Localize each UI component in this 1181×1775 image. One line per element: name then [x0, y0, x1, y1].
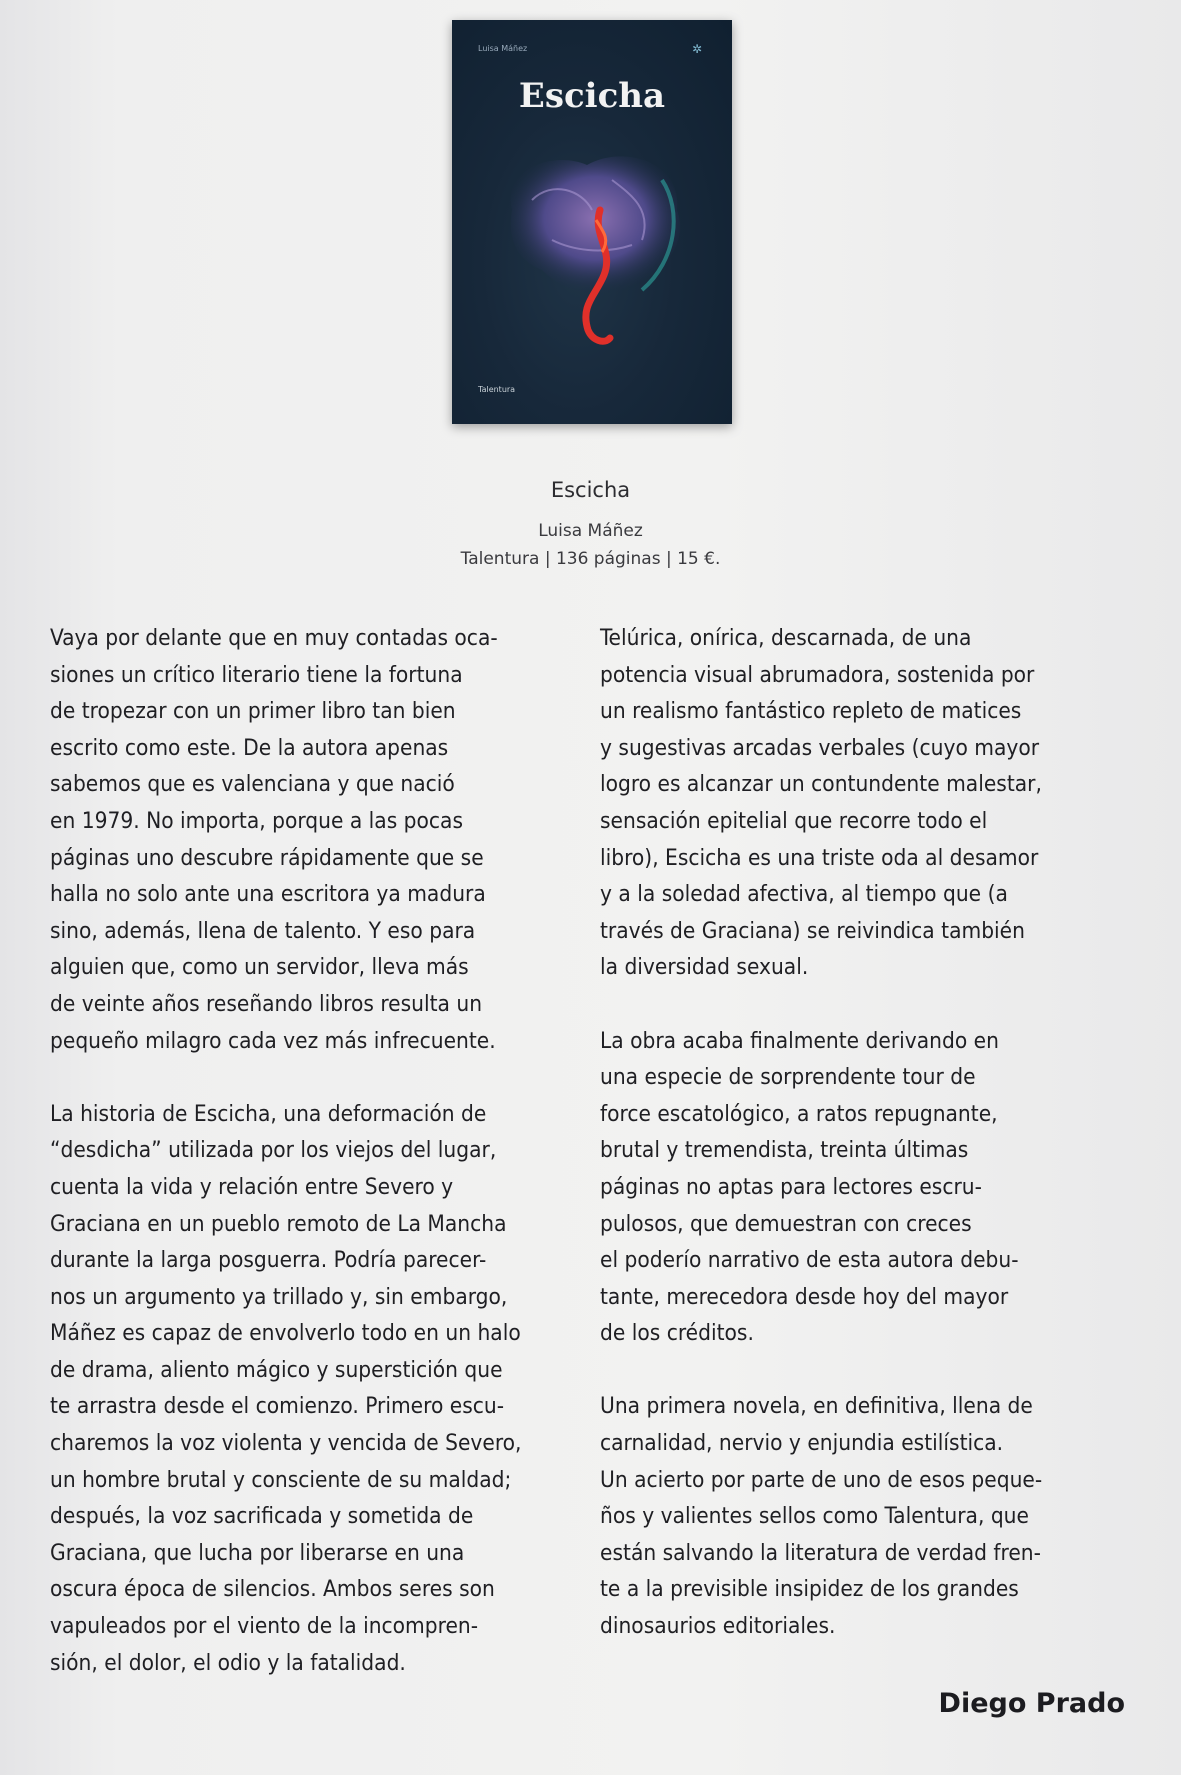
text-line: la diversidad sexual.: [600, 954, 809, 981]
text-line: siones un crítico literario tiene la fortuna: [50, 661, 463, 688]
text-line: libro), Escicha es una triste oda al desamor: [600, 844, 1039, 871]
text-line: sino, además, llena de talento. Y eso para: [50, 917, 476, 944]
text-line: “desdicha” utilizada por los viejos del lugar,: [50, 1137, 497, 1164]
review-paragraph: [50, 620, 570, 1059]
review-signature: Diego Prado: [938, 1688, 1125, 1719]
text-line: oscura época de silencios. Ambos seres son: [50, 1576, 495, 1603]
text-line: charemos la voz violenta y vencida de Severo,: [50, 1430, 522, 1457]
text-line: potencia visual abrumadora, sostenida por: [600, 661, 1035, 688]
text-line: un hombre brutal y consciente de su maldad;: [50, 1466, 512, 1493]
text-line: Máñez es capaz de envolverlo todo en un halo: [50, 1320, 521, 1347]
publisher-logo-icon: ✲: [692, 42, 703, 56]
text-line: en 1979. No importa, porque a las pocas: [50, 807, 463, 834]
cover-publisher: Talentura: [478, 385, 516, 394]
text-line: y a la soledad afectiva, al tiempo que (a: [600, 881, 1008, 908]
text-line: brutal y tremendista, treinta últimas: [600, 1137, 969, 1164]
text-line: carnalidad, nervio y enjundia estilística.: [600, 1430, 1004, 1457]
text-line: páginas no aptas para lectores escru-: [600, 1173, 982, 1200]
cover-illustration: [492, 140, 702, 360]
text-line: te arrastra desde el comienzo. Primero escu-: [50, 1393, 505, 1420]
text-line: dinosaurios editoriales.: [600, 1613, 836, 1640]
text-line: pulosos, que demuestran con creces: [600, 1210, 972, 1237]
text-line: páginas uno descubre rápidamente que se: [50, 844, 484, 871]
text-line: través de Graciana) se reivindica también: [600, 917, 1025, 944]
text-line: ños y valientes sellos como Talentura, que: [600, 1503, 1029, 1530]
text-line: un realismo fantástico repleto de matices: [600, 698, 1022, 725]
text-line: Graciana en un pueblo remoto de La Mancha: [50, 1210, 507, 1237]
review-paragraph: [600, 620, 1130, 986]
text-line: el poderío narrativo de esta autora debu-: [600, 1247, 1019, 1274]
text-line: logro es alcanzar un contundente malestar,: [600, 771, 1042, 798]
text-line: están salvando la literatura de verdad fren-: [600, 1539, 1041, 1566]
right-column: [600, 620, 1130, 1681]
text-line: después, la voz sacrificada y sometida de: [50, 1503, 474, 1530]
text-line: de tropezar con un primer libro tan bien: [50, 698, 456, 725]
text-line: force escatológico, a ratos repugnante,: [600, 1100, 998, 1127]
text-line: Telúrica, onírica, descarnada, de una: [600, 625, 972, 651]
book-cover: [452, 20, 732, 424]
cover-title: Escicha: [518, 76, 666, 116]
text-line: tante, merecedora desde hoy del mayor: [600, 1283, 1009, 1310]
text-line: Vaya por delante que en muy contadas oca-: [50, 625, 498, 651]
text-line: sensación epitelial que recorre todo el: [600, 807, 988, 834]
review-paragraph: [600, 1023, 1130, 1352]
book-title: Escicha: [550, 478, 631, 502]
text-line: sabemos que es valenciana y que nació: [50, 771, 455, 798]
review-paragraph: [600, 1388, 1130, 1644]
text-line: nos un argumento ya trillado y, sin embargo,: [50, 1283, 508, 1310]
text-line: halla no solo ante una escritora ya madura: [50, 881, 486, 908]
text-line: La historia de Escicha, una deformación de: [50, 1100, 487, 1127]
text-line: Una primera novela, en definitiva, llena de: [600, 1393, 1033, 1420]
text-line: escrito como este. De la autora apenas: [50, 734, 449, 761]
book-details: Talentura | 136 páginas | 15 €.: [460, 549, 721, 569]
text-line: de los créditos.: [600, 1320, 754, 1347]
text-line: de drama, aliento mágico y superstición que: [50, 1356, 503, 1383]
text-line: y sugestivas arcadas verbales (cuyo mayor: [600, 734, 1040, 761]
text-line: Graciana, que lucha por liberarse en una: [50, 1539, 465, 1566]
review-paragraph: [50, 1096, 570, 1682]
book-author: Luisa Máñez: [538, 521, 643, 541]
text-line: una especie de sorprendente tour de: [600, 1064, 976, 1091]
text-line: alguien que, como un servidor, lleva más: [50, 954, 469, 981]
text-line: sión, el dolor, el odio y la fatalidad.: [50, 1649, 406, 1676]
text-line: cuenta la vida y relación entre Severo y: [50, 1173, 454, 1200]
cover-author: Luisa Máñez: [478, 44, 528, 53]
text-line: La obra acaba finalmente derivando en: [600, 1027, 999, 1054]
text-line: vapuleados por el viento de la incompren-: [50, 1613, 479, 1640]
text-line: te a la previsible insipidez de los grandes: [600, 1576, 1019, 1603]
text-line: de veinte años reseñando libros resulta un: [50, 990, 483, 1017]
left-column: [50, 620, 570, 1718]
text-line: Un acierto por parte de uno de esos peque-: [600, 1466, 1043, 1493]
text-line: pequeño milagro cada vez más infrecuente.: [50, 1027, 496, 1054]
text-line: durante la larga posguerra. Podría parecer-: [50, 1247, 487, 1274]
